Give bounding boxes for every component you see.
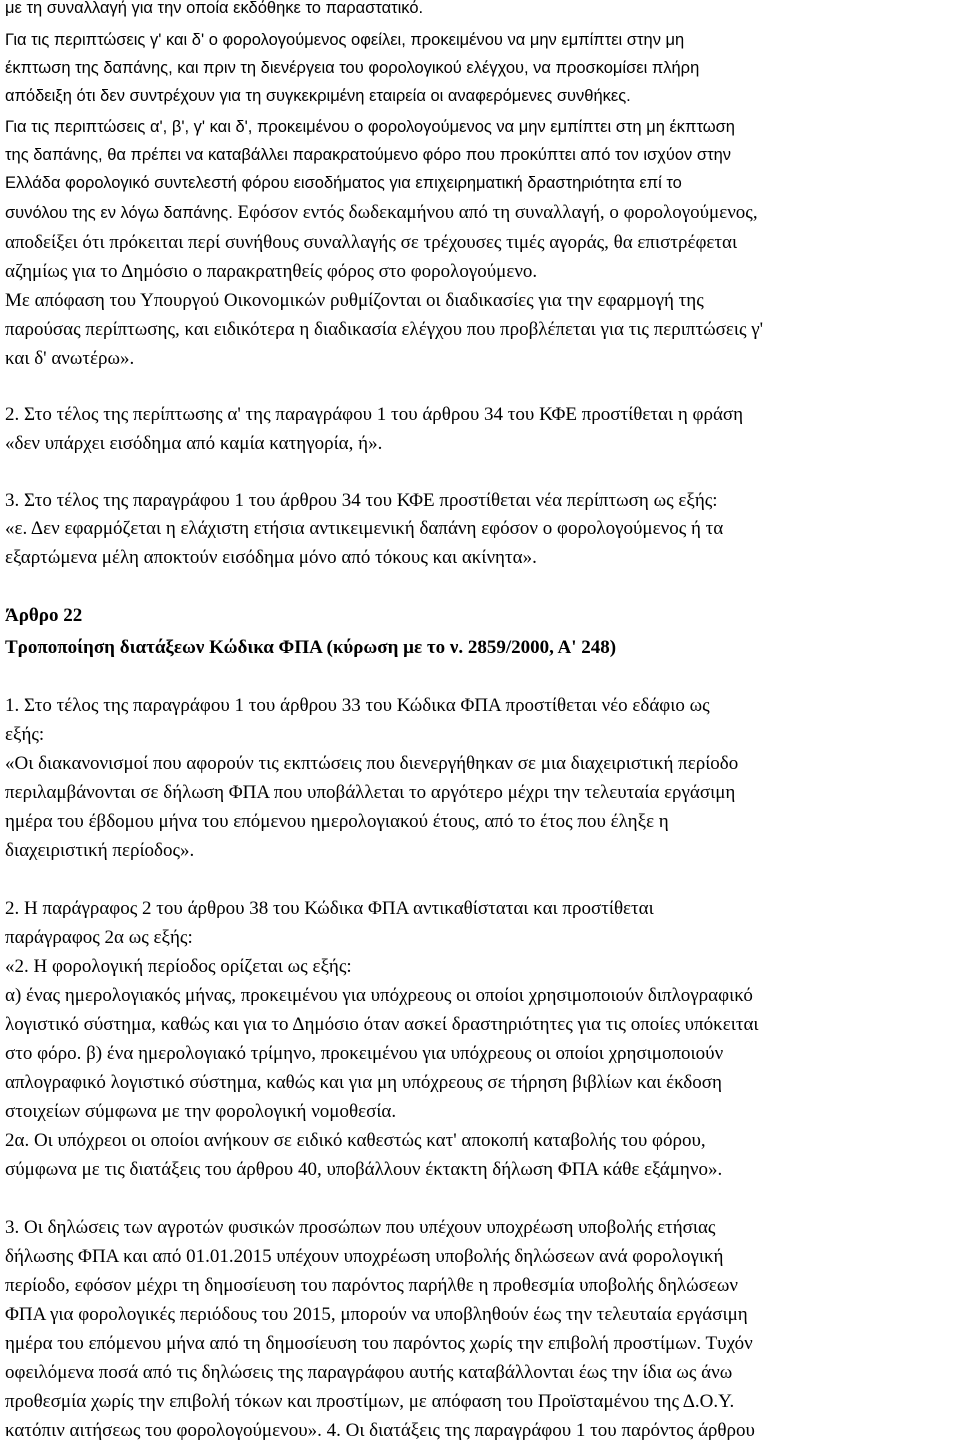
text-line: ημέρα του επόμενου μήνα από τη δημοσίευση του παρόντος χωρίς την επιβολή προστίμων. Τυχόν bbox=[5, 1333, 753, 1354]
text-line: «2. Η φορολογική περίοδος ορίζεται ως εξής: bbox=[5, 956, 352, 977]
text-line: Ελλάδα φορολογικό συντελεστή φόρου εισοδήματος για επιχειρηματική δραστηριότητα επί το bbox=[5, 174, 682, 192]
text-line: και δ' ανωτέρω». bbox=[5, 348, 135, 369]
text-line-mixed bbox=[5, 203, 758, 222]
text-line: Για τις περιπτώσεις α', β', γ' και δ', προκειμένου ο φορολογούμενος να μην εμπίπτει στη μη έκπτωση bbox=[5, 118, 735, 136]
text-line: ημέρα του έβδομου μήνα του επόμενου ημερολογιακού έτους, από το έτος που έληξε η bbox=[5, 811, 669, 832]
text-line: λογιστικό σύστημα, καθώς και για το Δημόσιο όταν ασκεί δραστηριότητες για τις οποίες υπόκειται bbox=[5, 1014, 759, 1035]
text-line: ΦΠΑ για φορολογικές περιόδους του 2015, μπορούν να υποβληθούν έως την τελευταία εργάσιμη bbox=[5, 1304, 748, 1325]
text-line: στοιχείων σύμφωνα με την φορολογική νομοθεσία. bbox=[5, 1101, 397, 1122]
text-line: α) ένας ημερολογιακός μήνας, προκειμένου για υπόχρεους οι οποίοι χρησιμοποιούν διπλογραφικό bbox=[5, 985, 753, 1006]
text-line: παρούσας περίπτωσης, και ειδικότερα η διαδικασία ελέγχου που προβλέπεται για τις περιπτώσεις γ' bbox=[5, 319, 764, 340]
text-line: προθεσμία χωρίς την επιβολή τόκων και προστίμων, με απόφαση του Προϊσταμένου της Δ.Ο.Υ. bbox=[5, 1391, 735, 1412]
text-line: στο φόρο. β) ένα ημερολογιακό τρίμηνο, προκειμένου για υπόχρεους οι οποίοι χρησιμοποιούν bbox=[5, 1043, 724, 1064]
text-line: κατόπιν αιτήσεως του φορολογούμενου». 4. Οι διατάξεις της παραγράφου 1 του παρόντος άρθρου bbox=[5, 1420, 755, 1441]
text-line: περίοδο, εφόσον μέχρι τη δημοσίευση του παρόντος παρήλθε η προθεσμία υποβολής δηλώσεων bbox=[5, 1275, 738, 1296]
text-line: παράγραφος 2α ως εξής: bbox=[5, 927, 193, 948]
text-line: απόδειξη ότι δεν συντρέχουν για τη συγκεκριμένη εταιρεία οι αναφερόμενες συνθήκες. bbox=[5, 87, 631, 105]
article-heading: Άρθρο 22 bbox=[5, 605, 83, 626]
text-line: Με απόφαση του Υπουργού Οικονομικών ρυθμίζονται οι διαδικασίες για την εφαρμογή της bbox=[5, 290, 704, 311]
article-subtitle: Τροποποίηση διατάξεων Κώδικα ΦΠΑ (κύρωση με το ν. 2859/2000, Α' 248) bbox=[5, 637, 617, 658]
text-line: εξής: bbox=[5, 724, 45, 745]
text-line: οφειλόμενα ποσά από τις δηλώσεις της παραγράφου αυτής καταβάλλονται έως την ίδια ως άνω bbox=[5, 1362, 733, 1383]
text-line: απλογραφικό λογιστικό σύστημα, καθώς και για μη υπόχρεους σε τήρηση βιβλίων και έκδοση bbox=[5, 1072, 722, 1093]
paragraph-3-line: 3. Στο τέλος της παραγράφου 1 του άρθρου 34 του ΚΦΕ προστίθεται νέα περίπτωση ως εξής: bbox=[5, 490, 718, 511]
article-paragraph-3: 3. Οι δηλώσεις των αγροτών φυσικών προσώπων που υπέχουν υποχρέωση υποβολής ετήσιας bbox=[5, 1217, 716, 1238]
article-paragraph-1: 1. Στο τέλος της παραγράφου 1 του άρθρου 33 του Κώδικα ΦΠΑ προστίθεται νέο εδάφιο ως bbox=[5, 695, 710, 716]
text-line: δήλωσης ΦΠΑ και από 01.01.2015 υπέχουν υποχρέωση υποβολής δηλώσεων ανά φορολογική bbox=[5, 1246, 724, 1267]
text-line: περιλαμβάνονται σε δήλωση ΦΠΑ που υποβάλλεται το αργότερο μέχρι την τελευταία εργάσιμη bbox=[5, 782, 736, 803]
text-line: σύμφωνα με τις διατάξεις του άρθρου 40, υποβάλλουν έκτακτη δήλωση ΦΠΑ κάθε εξάμηνο». bbox=[5, 1159, 723, 1180]
text-line: εξαρτώμενα μέλη αποκτούν εισόδημα μόνο από τόκους και ακίνητα». bbox=[5, 547, 537, 568]
text-line: αποδείξει ότι πρόκειται περί συνήθους συναλλαγής σε τρέχουσες τιμές αγοράς, θα επιστρέφεται bbox=[5, 232, 738, 253]
text-line: της δαπάνης, θα πρέπει να καταβάλλει παρακρατούμενο φόρο που προκύπτει από τον ισχύον στην bbox=[5, 146, 732, 164]
text-line: με τη συναλλαγή για την οποία εκδόθηκε το παραστατικό. bbox=[5, 0, 424, 17]
text-line: «Οι διακανονισμοί που αφορούν τις εκπτώσεις που διενεργήθηκαν σε μια διαχειριστική περίοδο bbox=[5, 753, 739, 774]
text-line: Για τις περιπτώσεις γ' και δ' ο φορολογούμενος οφείλει, προκειμένου να μην εμπίπτει στην μη bbox=[5, 31, 685, 49]
article-paragraph-2: 2. Η παράγραφος 2 του άρθρου 38 του Κώδικα ΦΠΑ αντικαθίσταται και προστίθεται bbox=[5, 898, 654, 919]
text-line: αζημίως για το Δημόσιο ο παρακρατηθείς φόρος στο φορολογούμενο. bbox=[5, 261, 538, 282]
text-segment-serif: Εφόσον εντός δωδεκαμήνου από τη συναλλαγή, ο φορολογούμενος, bbox=[232, 202, 758, 223]
text-line: 2α. Οι υπόχρεοι οι οποίοι ανήκουν σε ειδικό καθεστώς κατ' αποκοπή καταβολής του φόρου, bbox=[5, 1130, 706, 1151]
text-line: έκπτωση της δαπάνης, και πριν τη διενέργεια του φορολογικού ελέγχου, να προσκομίσει πλήρη bbox=[5, 59, 700, 77]
text-line: «δεν υπάρχει εισόδημα από καμία κατηγορία, ή». bbox=[5, 433, 383, 454]
text-line: διαχειριστική περίοδος». bbox=[5, 840, 195, 861]
text-segment-sans: συνόλου της εν λόγω δαπάνης. bbox=[5, 204, 233, 222]
text-line: «ε. Δεν εφαρμόζεται η ελάχιστη ετήσια αντικειμενική δαπάνη εφόσον ο φορολογούμενος ή τα bbox=[5, 518, 724, 539]
paragraph-2-line: 2. Στο τέλος της περίπτωσης α' της παραγράφου 1 του άρθρου 34 του ΚΦΕ προστίθεται η φράση bbox=[5, 404, 744, 425]
